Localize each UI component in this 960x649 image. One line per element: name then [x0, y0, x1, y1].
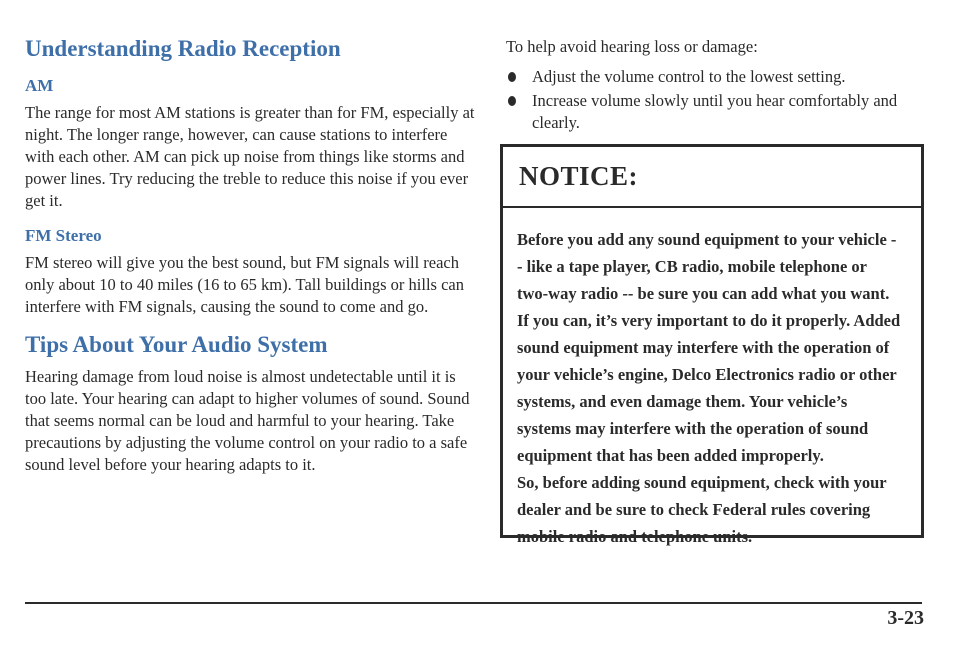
fm-stereo-heading: FM Stereo [25, 226, 102, 245]
left-column [25, 36, 480, 476]
bullet-item [506, 66, 926, 88]
am-paragraph: The range for most AM stations is greater than for FM, especially at night. The longer range, however, can cause stations to interfere with each other. AM can pick up noise from things like storms and power lines. Try reducing the treble to reduce this noise if you ever get it. [25, 103, 475, 210]
right-column [506, 36, 926, 136]
footer-divider [25, 602, 922, 604]
fm-section [25, 226, 480, 318]
bullet-text: Adjust the volume control to the lowest setting. [532, 67, 846, 86]
tips-section [25, 332, 480, 476]
section-title-audio-tips: Tips About Your Audio System [25, 332, 328, 357]
notice-heading: NOTICE: [503, 147, 921, 208]
am-section [25, 76, 480, 212]
notice-body [503, 208, 921, 550]
am-heading: AM [25, 76, 54, 95]
bullet-text: Increase volume slowly until you hear comfortably and clearly. [532, 91, 898, 132]
notice-box [500, 144, 924, 546]
bullet-icon [506, 90, 532, 112]
tips-paragraph: Hearing damage from loud noise is almost undetectable until it is too late. Your hearing can adapt to higher volumes of sound. Sound that seems normal can be loud and harmful to your hearing. Take precautions by adjusting the volume control on your radio to a safe sound level before your hearing adapts to it. [25, 367, 470, 474]
bullet-item [506, 90, 926, 134]
fm-paragraph: FM stereo will give you the best sound, but FM signals will reach only about 10 to 40 miles (16 to 65 km). Tall buildings or hills can interfere with FM signals, causing the sound to come and go. [25, 253, 464, 316]
notice-paragraph: Before you add any sound equipment to your vehicle -- like a tape player, CB radio, mobile telephone or two-way radio -- be sure you can add what you want. If you can, it’s very important to do it properly. Added sound equipment may interfere with the operation of your vehicle’s engine, Delco Electronics radio or other systems, and even damage them. Your vehicle’s systems may interfere with the operation of sound equipment that has been added improperly. [517, 230, 901, 465]
notice-paragraph: So, before adding sound equipment, check with your dealer and be sure to check Federal rules covering mobile radio and telephone units. [517, 473, 887, 546]
hearing-intro-text: To help avoid hearing loss or damage: [506, 37, 758, 56]
section-title-radio-reception: Understanding Radio Reception [25, 36, 341, 61]
bullet-icon [506, 66, 532, 88]
page-number: 3-23 [887, 607, 924, 629]
